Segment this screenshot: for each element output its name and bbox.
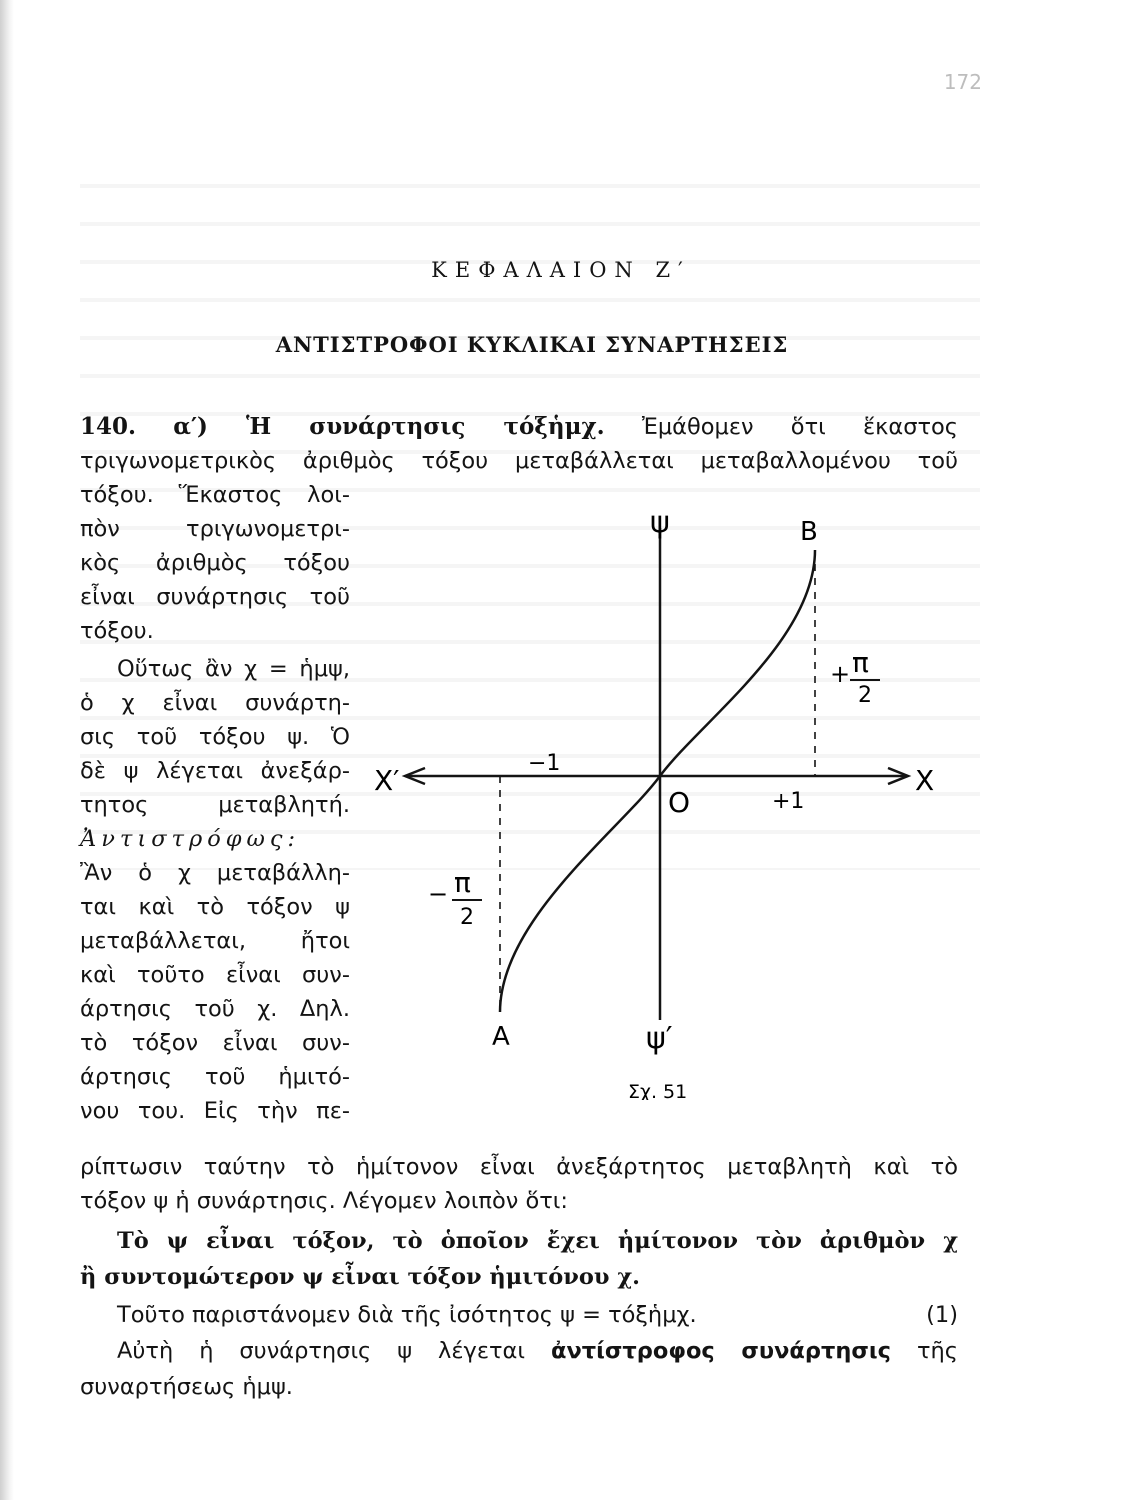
arcsine-curve bbox=[500, 550, 815, 1012]
paragraph-line: ρίπτωσιν ταύτην τὸ ἡμίτονον εἶναι ἀνεξάρτητος μεταβλητὴ καὶ τὸ bbox=[80, 1154, 958, 1180]
narrow-line: δὲ ψ λέγεται ἀνεξάρ- bbox=[80, 758, 350, 784]
section-heading: α′) Ἡ συνάρτησις τόξἡμχ. bbox=[173, 413, 605, 440]
last-line-part-c: τῆς bbox=[916, 1338, 958, 1364]
psi-prime-label: ψ′ bbox=[646, 1021, 673, 1056]
narrow-line: άρτησις τοῦ ἡμιτό- bbox=[80, 1064, 350, 1090]
plus-pi-denominator: 2 bbox=[858, 683, 872, 708]
equation-number: (1) bbox=[926, 1302, 958, 1328]
x-label: Χ bbox=[915, 764, 935, 797]
figure-caption: Σχ. 51 bbox=[628, 1081, 688, 1100]
paragraph-line: τόξον ψ ἡ συνάρτησις. Λέγομεν λοιπὸν ὅτι: bbox=[80, 1188, 568, 1214]
narrow-line: άρτησις τοῦ χ. Δηλ. bbox=[80, 996, 350, 1022]
page-spine-shadow bbox=[0, 0, 14, 1500]
plus-pi-sign: + bbox=[830, 660, 851, 688]
page-number-bleed: 172 bbox=[943, 70, 982, 94]
last-paragraph-line bbox=[117, 1334, 958, 1368]
narrow-line: σις τοῦ τόξου ψ. Ὁ bbox=[80, 724, 350, 750]
plus-pi-numerator: π bbox=[852, 646, 869, 679]
bold-statement-line: Τὸ ψ εἶναι τόξον, τὸ ὁποῖον ἔχει ἡμίτονον τὸν ἀριθμὸν χ bbox=[117, 1228, 958, 1254]
narrow-line: τητος μεταβλητή. bbox=[80, 792, 350, 818]
arcsine-graph bbox=[360, 500, 960, 1100]
point-a-label: Α bbox=[492, 1022, 510, 1052]
last-line-part-a: Αὐτὴ ἡ συνάρτησις ψ λέγεται bbox=[117, 1338, 525, 1364]
narrow-line: πὸν τριγωνομετρι- bbox=[80, 516, 350, 542]
minus-pi-denominator: 2 bbox=[460, 905, 474, 930]
narrow-line: Ἂν ὁ χ μεταβάλλη- bbox=[80, 860, 350, 886]
section-line1-rest: Ἐμάθομεν ὅτι ἕκαστος bbox=[641, 414, 958, 440]
x-prime-label: Χ′ bbox=[374, 764, 400, 797]
psi-label: ψ bbox=[650, 505, 670, 540]
narrow-line: εἶναι συνάρτησις τοῦ bbox=[80, 584, 350, 610]
plus-one-label: +1 bbox=[772, 789, 805, 814]
equation-line bbox=[117, 1298, 958, 1332]
narrow-line: κὸς ἀριθμὸς τόξου bbox=[80, 550, 350, 576]
section-first-line bbox=[80, 410, 958, 444]
minus-pi-numerator: π bbox=[454, 866, 471, 899]
minus-pi-sign: − bbox=[428, 880, 449, 908]
narrow-line: ται καὶ τὸ τόξον ψ bbox=[80, 894, 350, 920]
narrow-line: τὸ τόξον εἶναι συν- bbox=[80, 1030, 350, 1056]
last-line-bold-term: ἀντίστροφος συνάρτησις bbox=[550, 1338, 891, 1364]
narrow-line: μεταβάλλεται, ἤτοι bbox=[80, 928, 350, 954]
section-number: 140. bbox=[80, 413, 137, 440]
paragraph-line-2: τριγωνομετρικὸς ἀριθμὸς τόξου μεταβάλλεται μεταβαλλομένου τοῦ bbox=[80, 448, 958, 474]
narrow-line: ὁ χ εἶναι συνάρτη- bbox=[80, 690, 350, 716]
point-b-label: Β bbox=[800, 517, 818, 547]
equation-text: Τοῦτο παριστάνομεν διὰ τῆς ἰσότητος ψ = τόξἡμχ. bbox=[117, 1302, 697, 1328]
narrow-line: καὶ τοῦτο εἶναι συν- bbox=[80, 962, 350, 988]
narrow-line: τόξου. bbox=[80, 618, 154, 644]
chapter-label: ΚΕΦΑΛΑΙΟΝ Ζ′ bbox=[431, 258, 691, 282]
narrow-line: τόξου. Ἕκαστος λοι- bbox=[80, 482, 350, 508]
last-paragraph-line-2: συναρτήσεως ἡμψ. bbox=[80, 1374, 293, 1400]
spaced-word-antistrofos: Ἀντιστρόφως: bbox=[80, 826, 301, 852]
figure-sx51 bbox=[360, 500, 960, 1100]
narrow-line: νου του. Εἰς τὴν πε- bbox=[80, 1098, 350, 1124]
origin-label: Ο bbox=[668, 786, 691, 819]
minus-one-label: −1 bbox=[528, 751, 561, 776]
chapter-title: ΑΝΤΙΣΤΡΟΦΟΙ ΚΥΚΛΙΚΑΙ ΣΥΝΑΡΤΗΣΕΙΣ bbox=[275, 332, 789, 357]
bold-statement-line: ἢ συντομώτερον ψ εἶναι τόξον ἡμιτόνου χ. bbox=[80, 1264, 640, 1290]
narrow-line: Οὕτως ἂν χ = ἡμψ, bbox=[117, 656, 350, 682]
